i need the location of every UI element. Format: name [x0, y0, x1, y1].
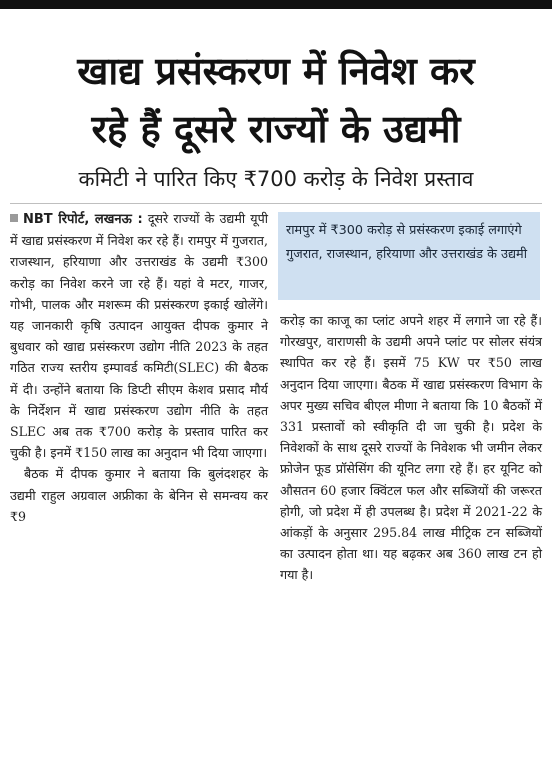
top-border-bar [0, 0, 552, 9]
left-paragraph-1-text: दूसरे राज्यों के उद्यमी यूपी में खाद्य प्रसंस्करण में निवेश कर रहे हैं। रामपुर में गुजरात, राजस्थान, हरियाणा और उत्तराखंड के उद्यमी ₹300 करोड़ का निवेश करने जा रहे हैं। यहां वे मटर, गाजर, गोभी, पालक और मशरूम की प्रसंस्करण इकाई खोलेंगे। यह जानकारी कृषि उत्पादन आयुक्त दीपक कुमार ने बुधवार को खाद्य प्रसंस्करण उद्योग नीति 2023 के तहत गठित राज्य स्तरीय इम्पावर्ड कमिटी(SLEC) की बैठक में दी। उन्होंने बताया कि डिप्टी सीएम केशव प्रसाद मौर्य के निर्देशन में खाद्य प्रसंस्करण उद्योग नीति के तहत SLEC अब तक ₹700 करोड़ के प्रस्ताव पारित कर चुकी है। इनमें ₹150 लाख का अनुदान भी दिया जाएगा। [10, 211, 268, 461]
headline [0, 42, 552, 158]
subheadline: कमिटी ने पारित किए ₹700 करोड़ के निवेश प्रस्ताव [78, 167, 474, 191]
right-column [280, 310, 542, 586]
byline: NBT रिपोर्ट, लखनऊ : [23, 212, 143, 227]
left-paragraph-2: बैठक में दीपक कुमार ने बताया कि बुलंदशहर के उद्यमी राहुल अग्रवाल अफ्रीका के बेनिन से समन्वय कर ₹9 [10, 466, 268, 524]
headline-line-2: रहे हैं दूसरे राज्यों के उद्यमी [91, 107, 461, 151]
pull-quote-box: रामपुर में ₹300 करोड़ से प्रसंस्करण इकाई लगाएंगे गुजरात, राजस्थान, हरियाणा और उत्तराखंड के उद्यमी [278, 212, 540, 300]
bullet-square-icon [10, 214, 18, 222]
left-column [10, 208, 268, 527]
headline-line-1: खाद्य प्रसंस्करण में निवेश कर [77, 49, 475, 93]
right-paragraph: करोड़ का काजू का प्लांट अपने शहर में लगाने जा रहे हैं। गोरखपुर, वाराणसी के उद्यमी अपने प्लांट पर सोलर संयंत्र स्थापित कर रहे हैं। इसमें 75 KW पर ₹50 लाख अनुदान दिया जाएगा। बैठक में खाद्य प्रसंस्करण विभाग के अपर मुख्य सचिव बीएल मीणा ने बताया कि 10 बैठकों में 331 प्रस्तावों को स्वीकृति दी जा चुकी है। प्रदेश के निवेशकों के साथ दूसरे राज्यों के निवेशक भी जमीन लेकर फ्रोजेन फूड प्रॉसेसिंग की यूनिट लगा रहे हैं। हर यूनिट को औसतन 60 हजार क्विंटल फल और सब्जियों की जरूरत होगी, जो प्रदेश में ही उपलब्ध है। प्रदेश में 2021-22 के आंकड़ों के अनुसार 295.84 लाख मीट्रिक टन सब्जियों का उत्पादन होता था। यह बढ़कर अब 360 लाख टन हो गया है। [280, 313, 542, 583]
divider-rule [10, 203, 542, 204]
left-paragraph-1 [10, 208, 268, 463]
